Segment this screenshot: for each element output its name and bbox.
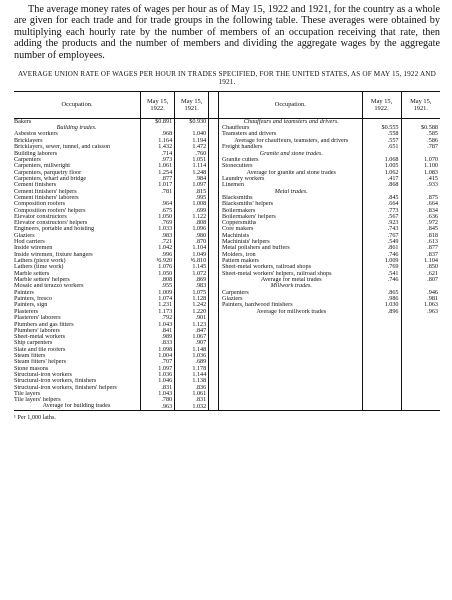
rate-1921: .946 [427,289,438,296]
rate-1921: .963 [427,308,438,315]
occupation-label: Bakers [14,118,32,125]
rate-1922: .877 [161,176,173,183]
rate-1922: 1.432 [158,144,173,151]
rate-1922: 1.050 [158,213,173,220]
rate-1922: 1.076 [158,264,173,271]
rate-1922: .792 [161,315,173,322]
rate-1922: .417 [387,176,399,183]
rate-1921: .815 [195,188,207,195]
rate-1922-cell [141,138,175,145]
rate-1921: 1.114 [192,163,207,170]
rate-1922: 1.098 [158,346,173,353]
occupation-label: Slate and tile roofers [14,346,66,353]
occupation-label: Metal polishers and buffers [221,245,290,252]
rate-1921: 1.145 [192,264,207,271]
occupation-label: Engineers, portable and hoisting [14,226,95,233]
rate-1922: .780 [161,397,173,404]
rate-1921: $0.588 [420,125,438,132]
rate-1922: 1.046 [158,378,173,385]
occupation-label: Machinists [221,232,250,239]
occupation-label: Carpenters, millwright [14,163,71,170]
rate-1922: .721 [161,239,173,246]
rate-1922: 1.042 [158,245,173,252]
rate-1922-cell [362,138,401,145]
rate-1921: 1.070 [424,156,438,163]
rate-1921-cell [175,170,209,177]
rate-1921: $0.930 [189,118,207,125]
rate-1921: .995 [195,195,207,201]
rate-1922: .773 [387,207,399,214]
rate-1922: .651 [387,144,399,151]
rate-1922-cell [362,403,401,410]
rate-1922: 1.050 [158,270,173,277]
spacer-cell [209,118,219,125]
rate-1922: .841 [161,327,173,334]
header-occupation-right: Occupation. [218,91,362,118]
rate-1921: 1.128 [192,296,207,303]
rate-1921: .664 [427,201,438,208]
table-row [14,138,440,145]
header-1922-left: May 15, 1922. [141,91,175,118]
rate-1922: ¹6.920 [156,257,173,264]
occupation-label: Painters [14,289,34,296]
rate-1921: 1.061 [192,390,207,397]
occupation-label: Tile layers' helpers [14,397,61,404]
group-average-label: Average for granite and stone trades [246,169,336,176]
occupation-cell [218,403,362,410]
header-1921-left: May 15, 1921. [175,91,209,118]
rate-1922: .964 [161,201,173,208]
rate-1922: .743 [387,226,399,233]
rate-1921: 1.063 [424,302,438,309]
rate-1921: .981 [427,296,438,303]
occupation-label: Boilermakers' helpers [221,213,276,220]
wages-table [14,91,440,411]
header-spacer [209,91,219,118]
rate-1921: .845 [427,226,438,233]
rate-1922-cell [141,309,175,316]
rate-1921: ¹6.810 [190,257,207,264]
occupation-label: Inside wiremen [14,245,53,252]
section-heading: Chauffeurs and teamsters and drivers. [243,118,339,125]
rate-1922: .746 [387,251,399,258]
occupation-label: Lathers (time work) [14,264,64,271]
rate-1921: .980 [195,232,207,239]
occupation-label: Freight handlers [221,144,263,151]
rate-1921: 1.144 [192,371,207,378]
rate-1922: .831 [161,384,173,391]
occupation-cell [14,118,141,125]
rate-1921: 1.248 [192,169,207,176]
rate-1922: .541 [387,270,399,277]
occupation-cell [218,170,362,177]
rate-1922: 1.074 [158,296,173,303]
occupation-label: Glaziers [221,296,243,303]
table-row [14,309,440,316]
rate-1921: .877 [427,245,438,252]
rate-1922: .896 [387,308,399,315]
occupation-label: Plasterers' laborers [14,315,61,322]
occupation-label: Teamsters and drivers [221,131,277,138]
occupation-label: Carpenters, wharf and bridge [14,176,87,183]
rate-1922: $0.555 [381,125,399,132]
rate-1922: .986 [387,296,399,303]
rate-1921: .850 [427,264,438,271]
rate-1921: 1.104 [424,257,438,264]
rate-1922-cell [362,309,401,316]
occupation-label: Marble setters [14,270,50,277]
rate-1922: .558 [387,131,399,138]
rate-1921-cell [401,309,440,316]
occupation-label: Lathers (piece work) [14,257,66,264]
occupation-label: Boilermakers [221,207,256,214]
occupation-cell [14,309,141,316]
rate-1922: 1.005 [384,163,399,170]
rate-1922: .845 [387,195,399,201]
occupation-label: Structural-iron workers, finishers [14,378,97,385]
rate-1922: 1.004 [158,353,173,360]
spacer-cell [209,403,219,410]
occupation-label: Structural-iron workers [14,371,72,378]
rate-1921: .837 [427,251,438,258]
rate-1921-cell [401,277,440,284]
occupation-label: Chauffeurs [221,125,250,132]
rate-1921-cell [175,138,209,145]
spacer-cell [209,138,219,145]
rate-1922: .769 [387,264,399,271]
occupation-label: Cement finishers' helpers [14,188,77,195]
rate-1921: .907 [195,340,207,347]
rate-1922: $0.891 [155,118,173,125]
rate-1922-cell [141,277,175,284]
rate-1922: 1.030 [384,302,399,309]
rate-1921: .415 [427,176,438,183]
rate-1922-cell [141,403,175,410]
rate-1921-cell [175,403,209,410]
rate-1922: 1.036 [158,371,173,378]
occupation-label: Painters, sign [14,302,48,309]
group-average-label: Average for metal trades [260,276,322,283]
rate-1921: 1.148 [192,346,207,353]
occupation-cell [14,138,141,145]
rate-1922: .707 [161,359,173,366]
table-body [14,118,440,410]
occupation-label: Laundry workers [221,176,265,183]
occupation-label: Plasterers [14,308,39,315]
rate-1921: 1.083 [424,169,438,176]
occupation-label: Elevator constructors [14,213,67,220]
occupation-label: Ship carpenters [14,340,53,347]
rate-1921: .870 [195,239,207,246]
rate-1921: 1.104 [192,245,207,252]
occupation-label: Bricklayers [14,137,43,145]
table-row [14,277,440,284]
spacer-cell [209,170,219,177]
section-heading: Metal trades. [274,188,308,195]
occupation-label: Carpenters, parquetry floor [14,169,82,176]
rate-1922: .973 [161,156,173,163]
rate-1921: .808 [195,220,207,227]
rate-1921: 1.472 [192,144,207,151]
occupation-label: Painters, fresco [14,296,53,303]
occupation-label: Steam fitters [14,353,46,360]
rate-1921: 1.036 [192,353,207,360]
occupation-label: Cement finishers' laborers [14,195,79,201]
rate-1921: .689 [195,359,207,366]
rate-1921: .760 [195,150,207,157]
occupation-label: Marble setters' helpers [14,276,70,284]
table-row [14,170,440,177]
rate-1922-cell [362,170,401,177]
rate-1922: .675 [161,207,173,214]
rate-1921: .818 [427,232,438,239]
rate-1921: 1.100 [424,163,438,170]
rate-1922: 1.043 [158,321,173,328]
rate-1922: 1.231 [158,302,173,309]
rate-1921: 1.138 [192,378,207,385]
rate-1922: .767 [387,232,399,239]
intro-paragraph: The average money rates of wages per hour as of May 15, 1922 and 1921, for the country as a whole are given for each trade and for trade groups in the following table. These averages were obtained by multiplying each hourly rate by the number of members of an occupation receiving that rate, then adding the products and the number of members and dividing the aggregate wages by the aggregate number of employees. [14,4,440,61]
rate-1922: 1.017 [158,182,173,189]
rate-1922-cell [362,277,401,284]
header-occupation-left: Occupation. [14,91,141,118]
occupation-cell [14,403,141,410]
rate-1921: 1.220 [192,308,207,315]
occupation-label: Carpenters [221,289,249,296]
table-row [14,403,440,410]
occupation-cell [218,118,362,125]
rate-1921: 1.075 [192,289,207,296]
occupation-label: Composition roofers [14,201,66,208]
section-heading: Granite and stone trades. [259,150,323,157]
occupation-label: Structural-iron workers, finishers' helpers [14,384,117,391]
rate-1921-cell [175,309,209,316]
rate-1922: .781 [161,188,173,195]
occupation-label: Steam fitters' helpers [14,359,66,366]
rate-1922: 1.062 [384,169,399,176]
rate-1921: .836 [195,384,207,391]
rate-1922: .833 [161,340,173,347]
group-average-label: Average for chauffeurs, teamsters, and drivers [234,137,349,144]
group-average-label: Average for millwork trades [256,308,327,315]
header-1921-right: May 15, 1921. [401,91,440,118]
occupation-label: Core makers [221,226,254,233]
rate-1922: .983 [161,232,173,239]
rate-1922: .557 [387,137,399,145]
rate-1922: .996 [161,251,173,258]
rate-1921-cell [401,138,440,145]
occupation-label: Coppersmiths [221,220,257,227]
rate-1921: .901 [195,315,207,322]
occupation-label: Machinists' helpers [221,239,270,246]
occupation-label: Tile layers [14,390,41,397]
rate-1922: 1.164 [158,137,173,145]
occupation-label: Granite cutters [221,156,259,163]
rate-1922: 1.173 [158,308,173,315]
occupation-label: Linemen [221,182,244,189]
occupation-label: Plumbers and gas fitters [14,321,74,328]
rate-1921: .847 [195,327,207,334]
header-1922-right: May 15, 1922. [362,91,401,118]
rate-1922: .989 [161,334,173,341]
occupation-label: Stone masons [14,365,49,372]
rate-1921: .875 [427,195,438,201]
occupation-label: Molders, iron [221,251,256,258]
rate-1921: 1.178 [192,365,207,372]
rate-1921: 1.242 [192,302,207,309]
rate-1921-cell [175,277,209,284]
rate-1921: .983 [195,283,207,290]
rate-1922: .865 [387,289,399,296]
occupation-label: Asbestos workers [14,131,58,138]
rate-1922: 1.254 [158,169,173,176]
table-header-row [14,91,440,118]
rate-1921: 1.067 [192,334,207,341]
occupation-label: Glaziers [14,232,35,239]
occupation-label: Bricklayers, sewer, tunnel, and caisson [14,144,111,151]
section-heading: Millwork trades. [270,283,312,290]
rate-1922-cell [362,118,401,125]
rate-1922-cell [141,118,175,125]
rate-1922: .769 [161,220,173,227]
rate-1922: 1.097 [158,365,173,372]
rate-1921: .933 [427,182,438,189]
occupation-label: Blacksmiths' helpers [221,201,274,208]
occupation-label: Cement finishers [14,182,57,189]
rate-1921: 1.040 [192,131,207,138]
rate-1922: 1.009 [384,257,399,264]
rate-1922: .868 [387,182,399,189]
rate-1921: .787 [427,144,438,151]
rate-1922: .955 [161,283,173,290]
occupation-cell [14,170,141,177]
section-heading: Building trades. [56,125,97,132]
rate-1921: .972 [427,220,438,227]
occupation-cell [218,138,362,145]
occupation-label: Plumbers' laborers [14,327,60,334]
rate-1921: 1.194 [192,137,207,145]
rate-1921: 1.096 [192,226,207,233]
rate-1922: .808 [161,276,173,284]
rate-1921: 1.051 [192,156,207,163]
occupation-label: Elevator constructors' helpers [14,220,88,227]
rate-1921: 1.008 [192,201,207,208]
rate-1922: .746 [387,276,399,284]
rate-1921: .636 [427,213,438,220]
occupation-label: Building laborers [14,150,58,157]
table-title: AVERAGE UNION RATE OF WAGES PER HOUR IN TRADES SPECIFIED, FOR THE UNITED STATES, AS OF MAY 15, 1922 AND 1921. [18,70,436,87]
rate-1921: .984 [195,176,207,183]
occupation-cell [218,309,362,316]
table-row [14,118,440,125]
spacer-cell [209,309,219,316]
rate-1921: 1.032 [192,403,207,410]
rate-1921: .869 [195,276,207,284]
group-average-label: Average for building trades [42,403,111,410]
occupation-label: Sheet-metal workers, railroad shops [221,264,311,271]
rate-1921: .585 [427,131,438,138]
footnote: ¹ Per 1,000 laths. [14,413,56,421]
rate-1921: 1.049 [192,251,207,258]
occupation-label: Inside wiremen, fixture hangers [14,251,93,258]
rate-1922: .664 [387,201,399,208]
rate-1922: .567 [387,213,399,220]
rate-1922: 1.009 [158,289,173,296]
rate-1922: 1.033 [158,226,173,233]
rate-1922: .714 [161,150,173,157]
rate-1921: .807 [427,276,438,284]
occupation-label: Carpenters [14,156,41,163]
occupation-label: Painters, hardwood finishers [221,302,293,309]
rate-1922: 1.061 [158,163,173,170]
rate-1921-cell [401,403,440,410]
rate-1922: .968 [161,131,173,138]
occupation-label: Pattern makers [221,257,259,264]
occupation-cell [218,277,362,284]
occupation-label: Hod carriers [14,239,45,246]
rate-1922: .861 [387,245,399,252]
rate-1921: .834 [427,207,438,214]
rate-1921-cell [401,118,440,125]
rate-1922: .549 [387,239,399,246]
rate-1922: .963 [161,403,173,410]
occupation-cell [14,277,141,284]
rate-1921: 1.072 [192,270,207,277]
occupation-label: Blacksmiths [221,195,253,201]
rate-1921: .621 [427,270,438,277]
rate-1921: .831 [195,397,207,404]
rate-1921-cell [175,118,209,125]
rate-1922: 1.043 [158,390,173,397]
rate-1921: .699 [195,207,207,214]
occupation-label: Sheet-metal workers [14,334,66,341]
rate-1921: 1.123 [192,321,207,328]
rate-1921: 1.122 [192,213,207,220]
occupation-label: Mosaic and terazzo workers [14,283,84,290]
occupation-label: Stonecutters [221,163,253,170]
rate-1922-cell [141,170,175,177]
rate-1921: .586 [427,137,438,145]
rate-1922: .923 [387,220,399,227]
rate-1922: 1.068 [384,156,399,163]
rate-1921-cell [401,170,440,177]
rate-1921: .613 [427,239,438,246]
spacer-cell [209,277,219,284]
occupation-label: Composition roofers' helpers [14,207,86,214]
rate-1921: 1.097 [192,182,207,189]
occupation-label: Sheet-metal workers' helpers, railroad shops [221,270,332,277]
